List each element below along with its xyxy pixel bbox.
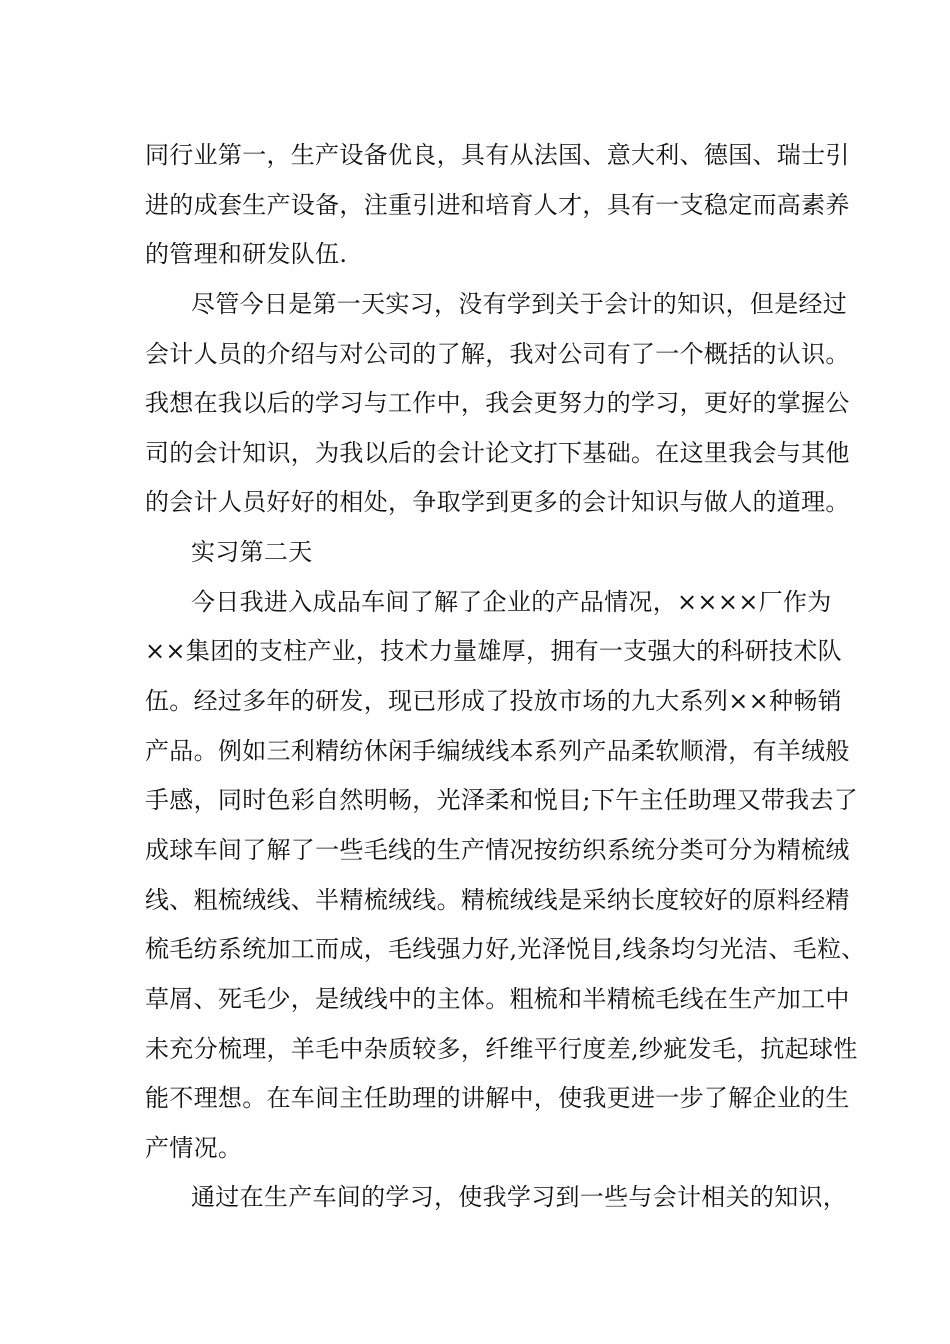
text-line: 产品。例如三利精纺休闲手编绒线本系列产品柔软顺滑，有羊绒般 <box>145 736 850 765</box>
text-line: 梳毛纺系统加工而成，毛线强力好,光泽悦目,线条均匀光洁、毛粒、 <box>145 935 866 964</box>
text-line: 未充分梳理，羊毛中杂质较多，纤维平行度差,纱疵发毛，抗起球性 <box>145 1034 858 1063</box>
text-line: 伍。经过多年的研发，现已形成了投放市场的九大系列××种畅销 <box>145 687 842 716</box>
paragraph-first-line: 今日我进入成品车间了解了企业的产品情况，××××厂作为 <box>191 587 832 616</box>
text-line: 的会计人员好好的相处，争取学到更多的会计知识与做人的道理。 <box>145 488 850 517</box>
text-line: 线、粗梳绒线、半精梳绒线。精梳绒线是采纳长度较好的原料经精 <box>145 885 850 914</box>
paragraph-first-line: 通过在生产车间的学习，使我学习到一些与会计相关的知识， <box>191 1183 848 1212</box>
text-line: 产情况。 <box>145 1133 243 1162</box>
section-heading: 实习第二天 <box>191 538 313 567</box>
paragraph-first-line: 尽管今日是第一天实习，没有学到关于会计的知识，但是经过 <box>191 289 848 318</box>
text-line: 同行业第一，生产设备优良，具有从法国、意大利、德国、瑞士引 <box>145 141 850 169</box>
text-line: 的管理和研发队伍. <box>145 240 348 269</box>
text-line: 成球车间了解了一些毛线的生产情况按纺织系统分类可分为精梳绒 <box>145 835 850 864</box>
text-line: 会计人员的介绍与对公司的了解，我对公司有了一个概括的认识。 <box>145 339 850 368</box>
text-line: 草屑、死毛少，是绒线中的主体。粗梳和半精梳毛线在生产加工中 <box>145 984 850 1013</box>
text-line: ××集团的支柱产业，技术力量雄厚，拥有一支强大的科研技术队 <box>145 637 842 666</box>
text-line: 司的会计知识，为我以后的会计论文打下基础。在这里我会与其他 <box>145 438 850 467</box>
text-line: 手感，同时色彩自然明畅，光泽柔和悦目;下午主任助理又带我去了 <box>145 786 859 815</box>
document-body <box>145 131 866 1223</box>
text-line: 进的成套生产设备，注重引进和培育人才，具有一支稳定而高素养 <box>145 190 850 219</box>
text-line: 我想在我以后的学习与工作中，我会更努力的学习，更好的掌握公 <box>145 389 850 418</box>
text-line: 能不理想。在车间主任助理的讲解中，使我更进一步了解企业的生 <box>145 1084 850 1113</box>
